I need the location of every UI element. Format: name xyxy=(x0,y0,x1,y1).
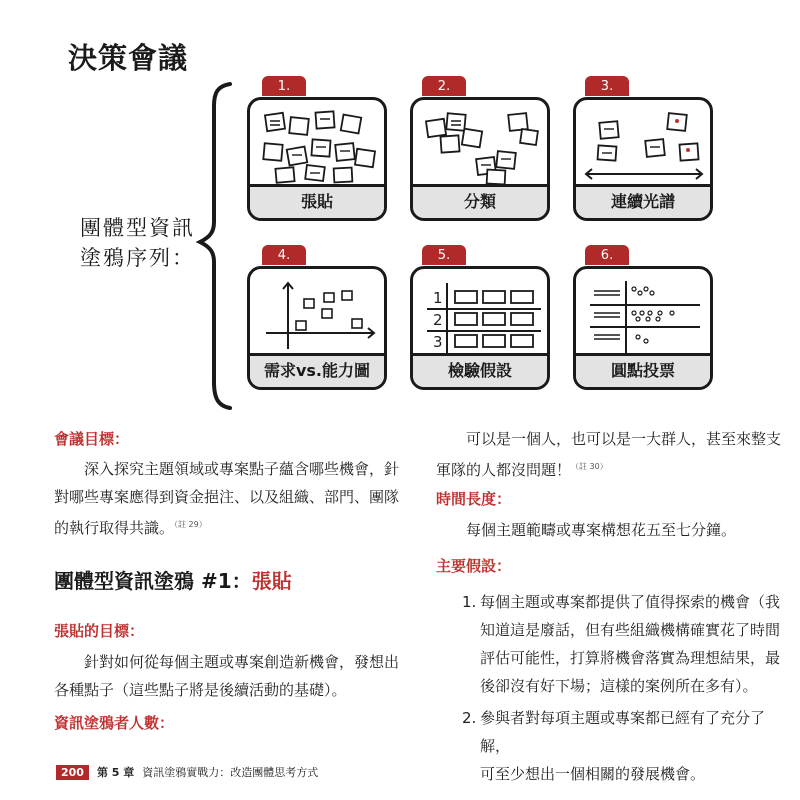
spectrum-icon xyxy=(576,100,710,190)
meeting-goal-text xyxy=(54,455,424,542)
card-sorting xyxy=(410,97,550,221)
sequence-label-line-2: 塗鴉序列： xyxy=(80,246,195,270)
chapter-title: 資訊塗鴉實戰力：改造團體思考方式 xyxy=(142,766,319,779)
row-number-1: 1 xyxy=(433,289,443,307)
grouped-notes-icon xyxy=(413,100,547,190)
row-number-2: 2 xyxy=(433,311,443,329)
card-3-number-tab: 3. xyxy=(585,76,629,96)
participant-count-text xyxy=(436,425,788,484)
assumptions-heading: 主要假設： xyxy=(436,557,512,575)
section-title-highlight: 張貼 xyxy=(251,569,292,593)
assumption-1-line-4: 後卻沒有好下場；這樣的案例所在多有）。 xyxy=(480,677,758,695)
sequence-label xyxy=(80,213,195,273)
assumption-item-1 xyxy=(462,588,792,700)
assumption-1-line-1: 每個主題或專案都提供了值得探索的機會（我 xyxy=(480,593,781,611)
assumption-item-2 xyxy=(462,704,792,788)
card-4-number-tab: 4. xyxy=(262,245,306,265)
card-needs-vs-capability xyxy=(247,266,387,390)
meeting-goal-line-1: 深入探究主題領域或專案點子蘊含哪些機會，針 xyxy=(84,460,400,478)
card-1-caption: 張貼 xyxy=(250,184,384,218)
card-6-caption: 圓點投票 xyxy=(576,353,710,387)
card-6-number-tab: 6. xyxy=(585,245,629,265)
participant-count-heading: 資訊塗鴉者人數： xyxy=(54,714,175,732)
sequence-label-line-1: 團體型資訊 xyxy=(80,216,195,240)
card-posting xyxy=(247,97,387,221)
curly-brace-icon xyxy=(196,82,236,412)
card-2-number-tab: 2. xyxy=(422,76,466,96)
quadrant-chart-icon xyxy=(250,269,384,359)
chapter-number: 第 5 章 xyxy=(96,766,135,779)
card-1-number-tab: 1. xyxy=(262,76,306,96)
assumption-2-line-2: 可至少想出一個相關的發展機會。 xyxy=(480,765,706,783)
participant-count-line-1: 可以是一個人，也可以是一大群人，甚至來整支 xyxy=(466,430,782,448)
page-number: 200 xyxy=(56,765,89,780)
page-footer xyxy=(56,764,318,780)
card-5-number-tab: 5. xyxy=(422,245,466,265)
posting-goal-line-2: 各種點子（這些點子將是後續活動的基礎）。 xyxy=(54,681,347,699)
card-5-caption: 檢驗假設 xyxy=(413,353,547,387)
dot-voting-icon xyxy=(576,269,710,359)
assumption-1-line-2: 知道這是廢話，但有些組織機構確實花了時間 xyxy=(480,621,781,639)
assumption-grid-icon xyxy=(413,269,547,359)
card-assumption-testing xyxy=(410,266,550,390)
card-4-caption: 需求vs.能力圖 xyxy=(250,353,384,387)
meeting-goal-line-2: 對哪些專案應得到資金挹注、以及組織、部門、團隊 xyxy=(54,488,400,506)
meeting-goal-line-3: 的執行取得共識。 xyxy=(54,519,175,537)
assumption-1-line-3: 評估可能性，打算將機會落實為理想結果，最 xyxy=(480,649,781,667)
footnote-29: （註 29） xyxy=(174,520,207,529)
card-3-caption: 連續光譜 xyxy=(576,184,710,218)
meeting-goal-heading: 會議目標： xyxy=(54,430,130,448)
assumption-2-line-1: 參與者對每項主題或專案都已經有了充分了解， xyxy=(480,709,766,755)
duration-heading: 時間長度： xyxy=(436,490,512,508)
row-number-3: 3 xyxy=(433,333,443,351)
sticky-notes-icon xyxy=(250,100,384,190)
section-title-prefix: 團體型資訊塗鴉 #1： xyxy=(54,569,252,593)
duration-text: 每個主題範疇或專案構想花五至七分鐘。 xyxy=(466,521,737,539)
card-spectrum xyxy=(573,97,713,221)
page-title: 決策會議 xyxy=(68,41,189,75)
footnote-30: （註 30） xyxy=(571,462,608,471)
posting-goal-heading: 張貼的目標： xyxy=(54,622,145,640)
assumption-1-number: 1. xyxy=(462,593,477,611)
card-dot-voting xyxy=(573,266,713,390)
posting-goal-line-1: 針對如何從每個主題或專案創造新機會，發想出 xyxy=(84,653,400,671)
assumption-2-number: 2. xyxy=(462,709,477,727)
posting-goal-text xyxy=(54,648,424,704)
section-title xyxy=(54,565,292,594)
participant-count-line-2: 軍隊的人都沒問題！ xyxy=(436,461,572,479)
card-2-caption: 分類 xyxy=(413,184,547,218)
